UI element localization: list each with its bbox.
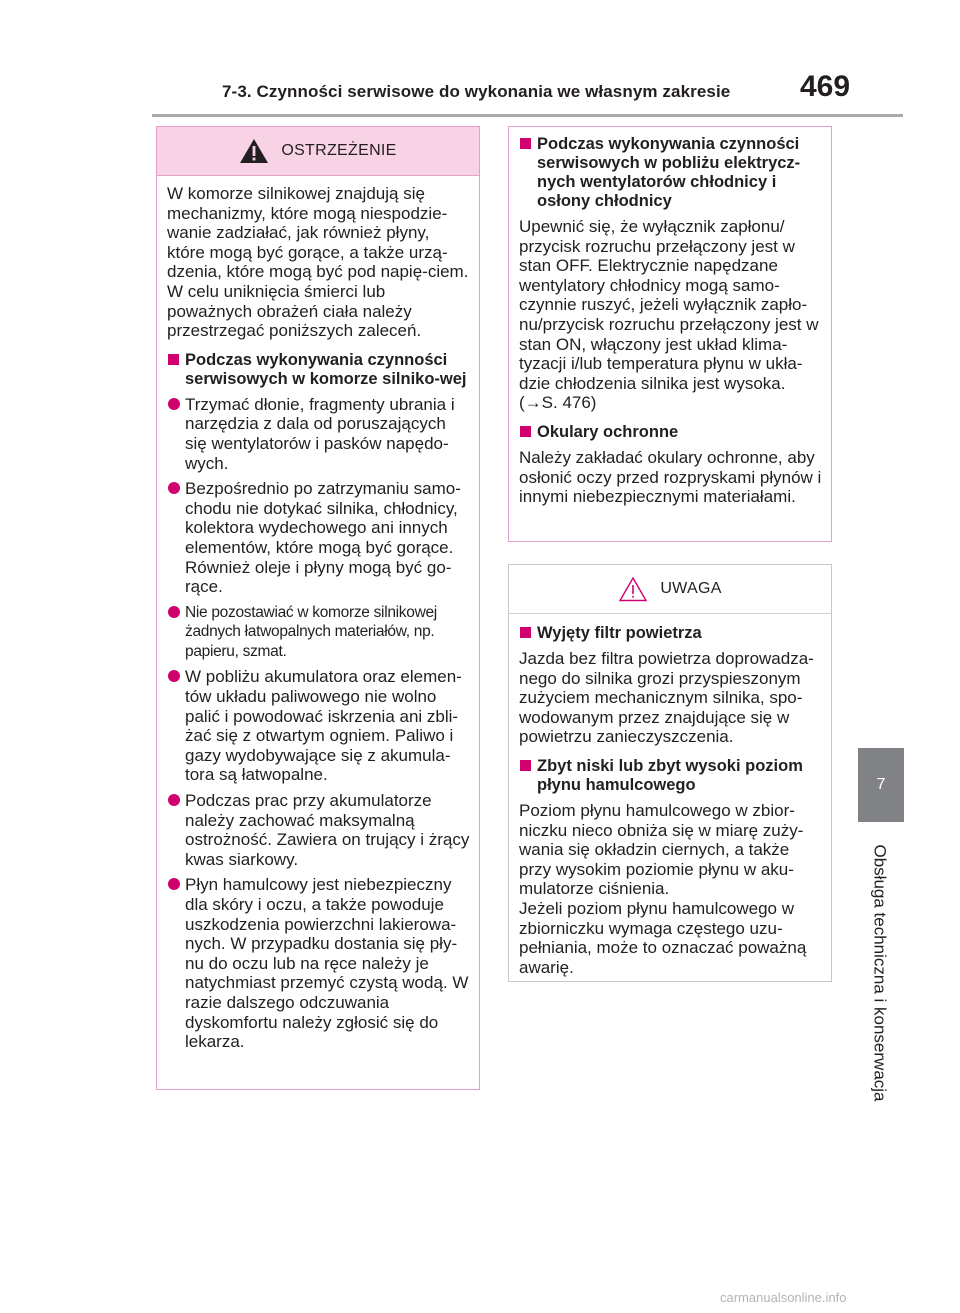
brake-fluid-text-2: Jeżeli poziom płynu hamulcowego w zbiorniczku wymaga częstego uzu-pełniania, może to oznaczać poważną awarię.: [519, 898, 807, 977]
chapter-number: 7: [876, 776, 886, 793]
list-item: W pobliżu akumulatora oraz elemen-tów układu paliwowego nie wolno palić i powodować iskrzenia ani zbli-żać się z otwartym ogniem. Paliwo i gazy wydobywające się z akumula-tora są łatwopalne.: [167, 667, 471, 785]
warning-triangle-icon: [239, 138, 269, 164]
chapter-tab: [858, 748, 904, 822]
circle-bullet-icon: [168, 398, 180, 410]
square-bullet-icon: [520, 760, 531, 771]
square-bullet-icon: [168, 354, 179, 365]
list-item: Nie pozostawiać w komorze silnikowej żadnych łatwopalnych materiałów, np. papieru, szmat.: [167, 603, 471, 662]
caution-triangle-outline-icon: [618, 576, 648, 602]
square-bullet-icon: [520, 426, 531, 437]
list-item: Bezpośrednio po zatrzymaniu samo-chodu nie dotykać silnika, chłodnicy, kolektora wydechowego ani innych elementów, które mogą być gorące. Również oleje i płyny mogą być go-rące.: [167, 479, 471, 597]
chapter-label: [852, 828, 908, 1118]
warning-box-right: [508, 126, 832, 542]
section-title-radiator-fans: Podczas wykonywania czynności serwisowych w pobliżu elektrycz-nych wentylatorów chłodnicy i osłony chłodnicy: [519, 135, 823, 211]
section-title-brake-fluid: Zbyt niski lub zbyt wysoki poziom płynu hamulcowego: [519, 757, 823, 795]
square-bullet-icon: [520, 138, 531, 149]
circle-bullet-icon: [168, 794, 180, 806]
running-header-title: 7-3. Czynności serwisowe do wykonania we własnym zakresie: [222, 82, 731, 101]
circle-bullet-icon: [168, 878, 180, 890]
chapter-label-text: Obsługa techniczna i konserwacja: [871, 844, 890, 1102]
warning-heading: [157, 127, 479, 176]
circle-bullet-icon: [168, 670, 180, 682]
section-title-engine-compartment: Podczas wykonywania czynności serwisowych w komorze silniko-wej: [167, 351, 471, 389]
section-title-safety-glasses: Okulary ochronne: [519, 423, 823, 442]
safety-glasses-text: Należy zakładać okulary ochronne, aby osłonić oczy przed rozpryskami płynów i innymi niebezpiecznymi materiałami.: [519, 447, 822, 507]
watermark: carmanualsonline.info: [720, 1290, 847, 1305]
circle-bullet-icon: [168, 606, 180, 618]
notice-heading-text: UWAGA: [660, 580, 722, 597]
list-item: Trzymać dłonie, fragmenty ubrania i narzędzia z dala od poruszających się wentylatorów i pasków napędo-wych.: [167, 395, 471, 473]
warning-box-left: [156, 126, 480, 1090]
list-item: Płyn hamulcowy jest niebezpieczny dla skóry i oczu, a także powoduje uszkodzenia powierzchni lakierowa-nych. W przypadku dostania się pły-nu do oczu lub na ręce należy je natychmiast przemyć czystą wodą. W razie dalszego odczuwania dyskomfortu należy zgłosić się do lekarza.: [167, 875, 471, 1051]
page-number: 469: [800, 70, 851, 103]
warning-intro: W komorze silnikowej znajdują się mechanizmy, które mogą niespodzie-wanie zadziałać, jak również płyny, które mogą być gorące, a także urzą-dzenia, które mogą być pod napię-ciem. W celu uniknięcia śmierci lub poważnych obrażeń ciała należy przestrzegać poniższych zaleceń.: [167, 184, 469, 341]
header-divider: [152, 114, 903, 117]
air-filter-text: Jazda bez filtra powietrza doprowadza-nego do silnika grozi przyspieszonym zużyciem mechanicznym silnika, spo-wodowanym przez znajdujące się w powietrzu zanieczyszczenia.: [519, 649, 814, 747]
square-bullet-icon: [520, 627, 531, 638]
radiator-fans-text: Upewnić się, że wyłącznik zapłonu/ przycisk rozruchu przełączony jest w stan OFF. Elektrycznie napędzane wentylatory chłodnicy mogą samo-czynnie ruszyć, jeżeli wyłącznik zapło-nu/przycisk rozruchu przełączony jest w stan ON, włączony jest układ klima-tyzacji i/lub temperatura płynu w ukła-dzie chłodzenia silnika jest wysoka. (→S. 476): [519, 217, 819, 413]
section-title-air-filter: Wyjęty filtr powietrza: [519, 624, 823, 643]
warning-heading-text: OSTRZEŻENIE: [281, 142, 397, 159]
notice-box: [508, 564, 832, 982]
notice-heading: [509, 565, 831, 614]
circle-bullet-icon: [168, 482, 180, 494]
list-item: Podczas prac przy akumulatorze należy zachować maksymalną ostrożność. Zawiera on trujący i żrący kwas siarkowy.: [167, 791, 471, 869]
brake-fluid-text-1: Poziom płynu hamulcowego w zbior-niczku nieco obniża się w miarę zuży-wania się okładzin ciernych, a także przy wysokim poziomie płynu w aku-mulatorze ciśnienia.: [519, 800, 804, 899]
